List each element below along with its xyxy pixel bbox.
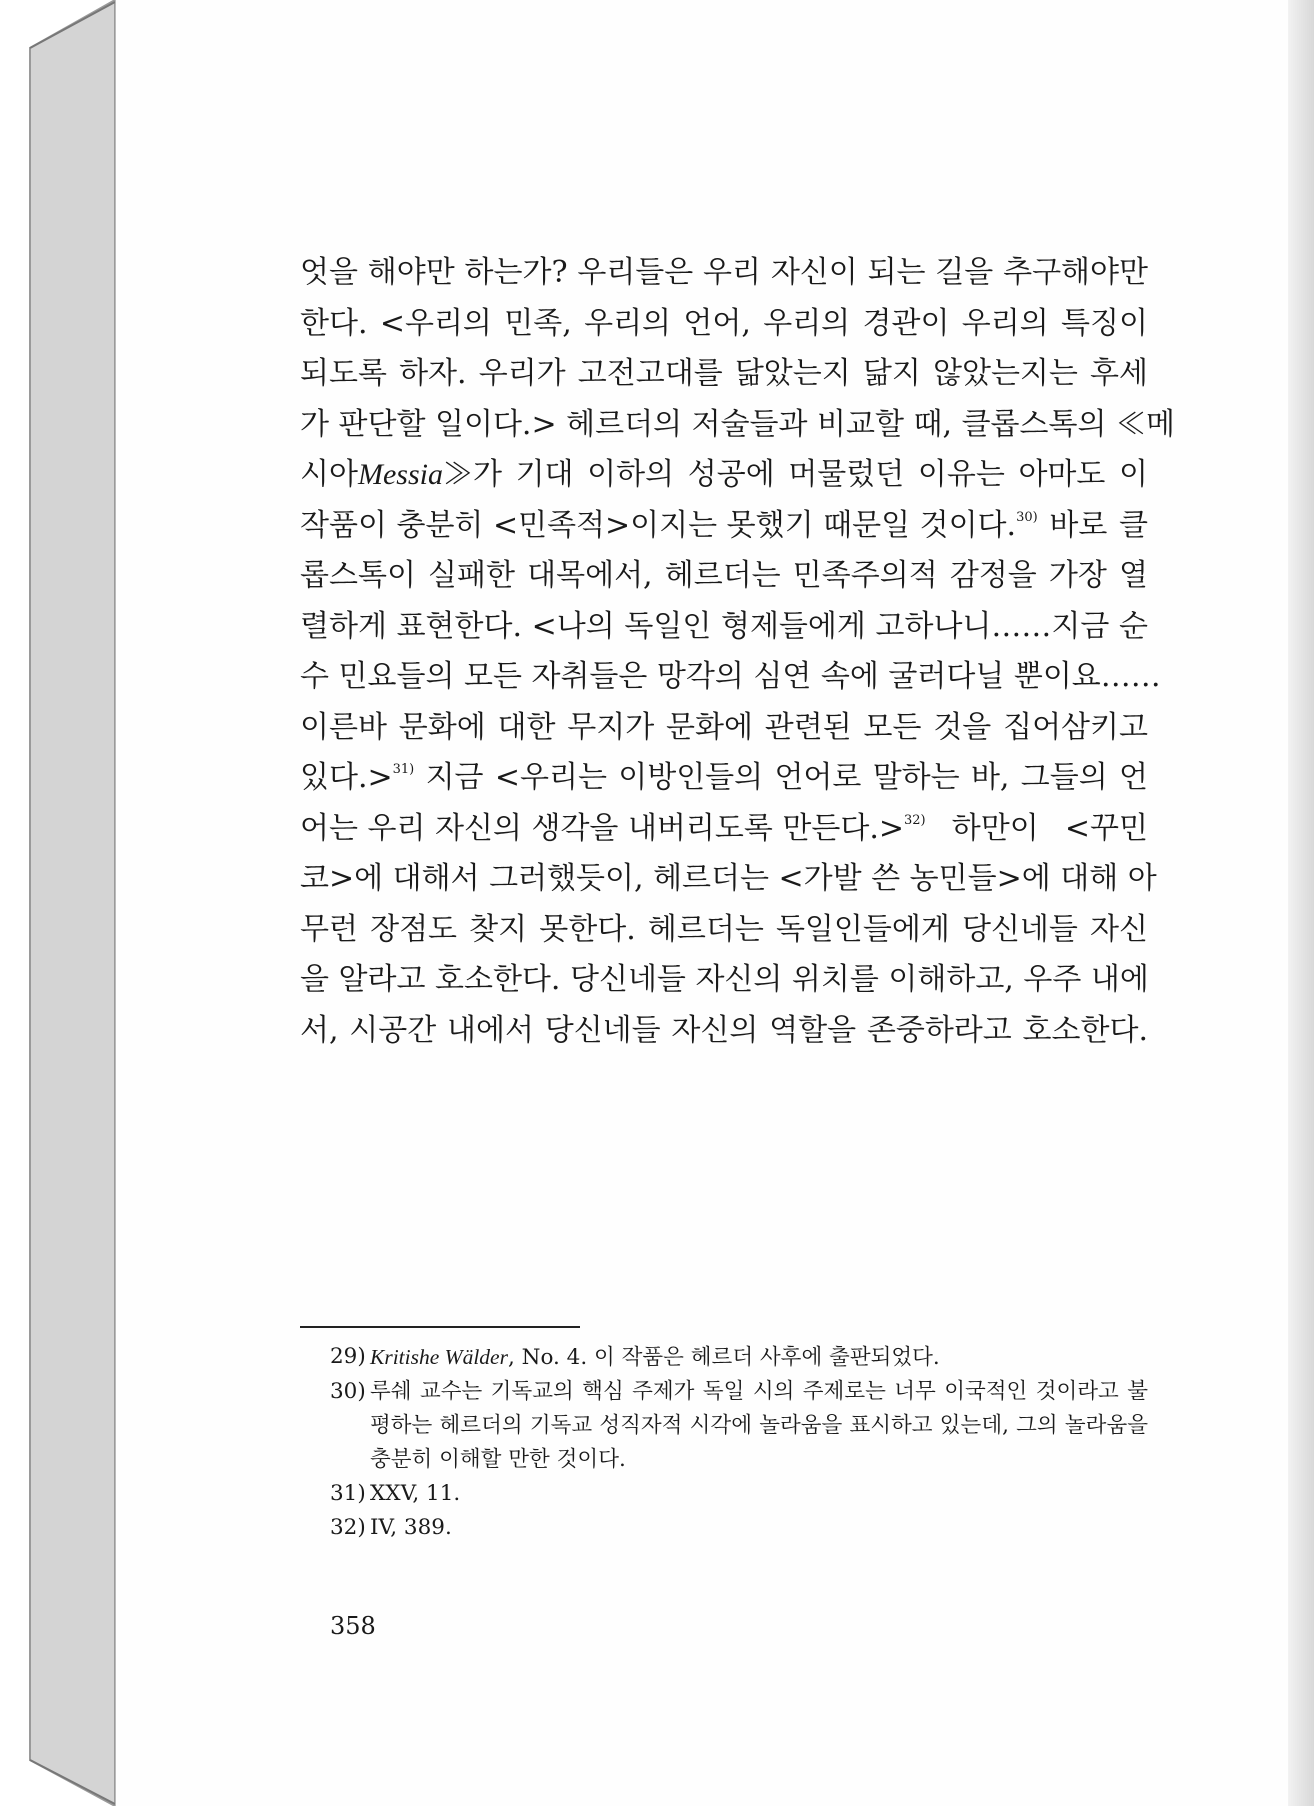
- text-line-content: 코>에 대해서 그러했듯이, 헤르더는 <가발 쓴 농민들>에 대해 아: [300, 861, 1157, 896]
- text-line: [300, 349, 1148, 400]
- footnote-item: [330, 1477, 1148, 1511]
- text-line: [300, 652, 1161, 703]
- text-line-content: 작품이 충분히 <민족적>이지는 못했기 때문일 것이다.: [300, 507, 1017, 543]
- footnote-text: IV, 389.: [370, 1515, 452, 1540]
- text-line-content: 무런 장점도 찾지 못한다. 헤르더는 독일인들에게 당신네들 자신: [300, 911, 1148, 947]
- text-line: [300, 602, 1148, 653]
- text-line-content: 한다. <우리의 민족, 우리의 언어, 우리의 경관이 우리의 특징이: [300, 305, 1148, 341]
- text-line: [300, 400, 1175, 451]
- text-line: [300, 955, 1148, 1006]
- text-line-content: ≫가 기대 이하의 성공에 머물렀던 이유는 아마도 이: [442, 457, 1148, 492]
- text-line: [300, 299, 1148, 350]
- text-line-content: 있다.>: [300, 760, 393, 795]
- text-line: [300, 753, 1148, 804]
- footnote-ref: 31): [392, 762, 415, 777]
- text-line-content: 시아: [300, 457, 358, 492]
- text-line: [300, 905, 1148, 956]
- text-line-content: 이른바 문화에 대한 무지가 문화에 관련된 모든 것을 집어삼키고: [300, 709, 1148, 745]
- text-line: [300, 1006, 1148, 1057]
- text-line-content: 롭스톡이 실패한 대목에서, 헤르더는 민족주의적 감정을 가장 열: [300, 558, 1148, 593]
- footnote-number: 29): [330, 1344, 366, 1369]
- text-line: [300, 703, 1148, 754]
- text-line-content: 바로 클: [1037, 507, 1148, 543]
- text-line: [300, 248, 1148, 299]
- footnote-number: 31): [330, 1481, 366, 1506]
- footnote-separator: [300, 1326, 580, 1328]
- text-line: [300, 501, 1148, 552]
- text-line-content: 렬하게 표현한다. <나의 독일인 형제들에게 고하나니……지금 순: [300, 608, 1148, 644]
- text-line: [300, 551, 1148, 602]
- text-line-content: 지금 <우리는 이방인들의 언어로 말하는 바, 그들의 언: [414, 760, 1148, 795]
- text-line-content: 되도록 하자. 우리가 고전고대를 닮았는지 닮지 않았는지는 후세: [300, 356, 1148, 391]
- page-number: 358: [330, 1612, 376, 1640]
- footnotes: [330, 1340, 1148, 1545]
- text-line-content: 수 민요들의 모든 자취들은 망각의 심연 속에 굴러다닐 뿐이요……: [300, 659, 1161, 694]
- footnote-item: [330, 1340, 1148, 1375]
- footnote-text: 루쉐 교수는 기독교의 핵심 주제가 독일 시의 주제로는 너무 이국적인 것이라고 불평하는 헤르더의 기독교 성직자적 시각에 놀라움을 표시하고 있는데, 그의 놀라움을 충분히 이해할 만한 것이다.: [370, 1379, 1148, 1472]
- italic-title: Messia: [357, 458, 443, 491]
- text-line-content: 어는 우리 자신의 생각을 내버리도록 만든다.>: [300, 810, 904, 846]
- text-line-content: 가 판단할 일이다.> 헤르더의 저술들과 비교할 때, 클롭스톡의 ≪메: [300, 406, 1175, 442]
- footnote-ref: 30): [1016, 509, 1038, 525]
- text-line-content: 을 알라고 호소한다. 당신네들 자신의 위치를 이해하고, 우주 내에: [300, 962, 1149, 997]
- footnote-number: 32): [330, 1515, 366, 1540]
- footnote-text: [370, 1340, 1148, 1375]
- footnote-number: 30): [330, 1379, 366, 1404]
- body-text: [300, 248, 1175, 1056]
- footnote-item: [330, 1511, 1148, 1545]
- footnote-text-rest: , No. 4. 이 작품은 헤르더 사후에 출판되었다.: [507, 1345, 940, 1370]
- footnote-item: [330, 1375, 1148, 1477]
- footnote-text: XXV, 11.: [370, 1481, 461, 1506]
- page-edge-shadow: [1288, 0, 1314, 1806]
- footnote-italic-title: Kritishe Wälder: [370, 1345, 508, 1369]
- text-line: [300, 854, 1157, 905]
- footnote-ref: 32): [904, 812, 926, 828]
- text-line: [300, 804, 1148, 855]
- text-line-content: 엇을 해야만 하는가? 우리들은 우리 자신이 되는 길을 추구해야만: [300, 255, 1148, 290]
- text-line-content: 서, 시공간 내에서 당신네들 자신의 역할을 존중하라고 호소한다.: [300, 1012, 1148, 1048]
- text-line-content: 하만이 <꾸민: [925, 810, 1148, 846]
